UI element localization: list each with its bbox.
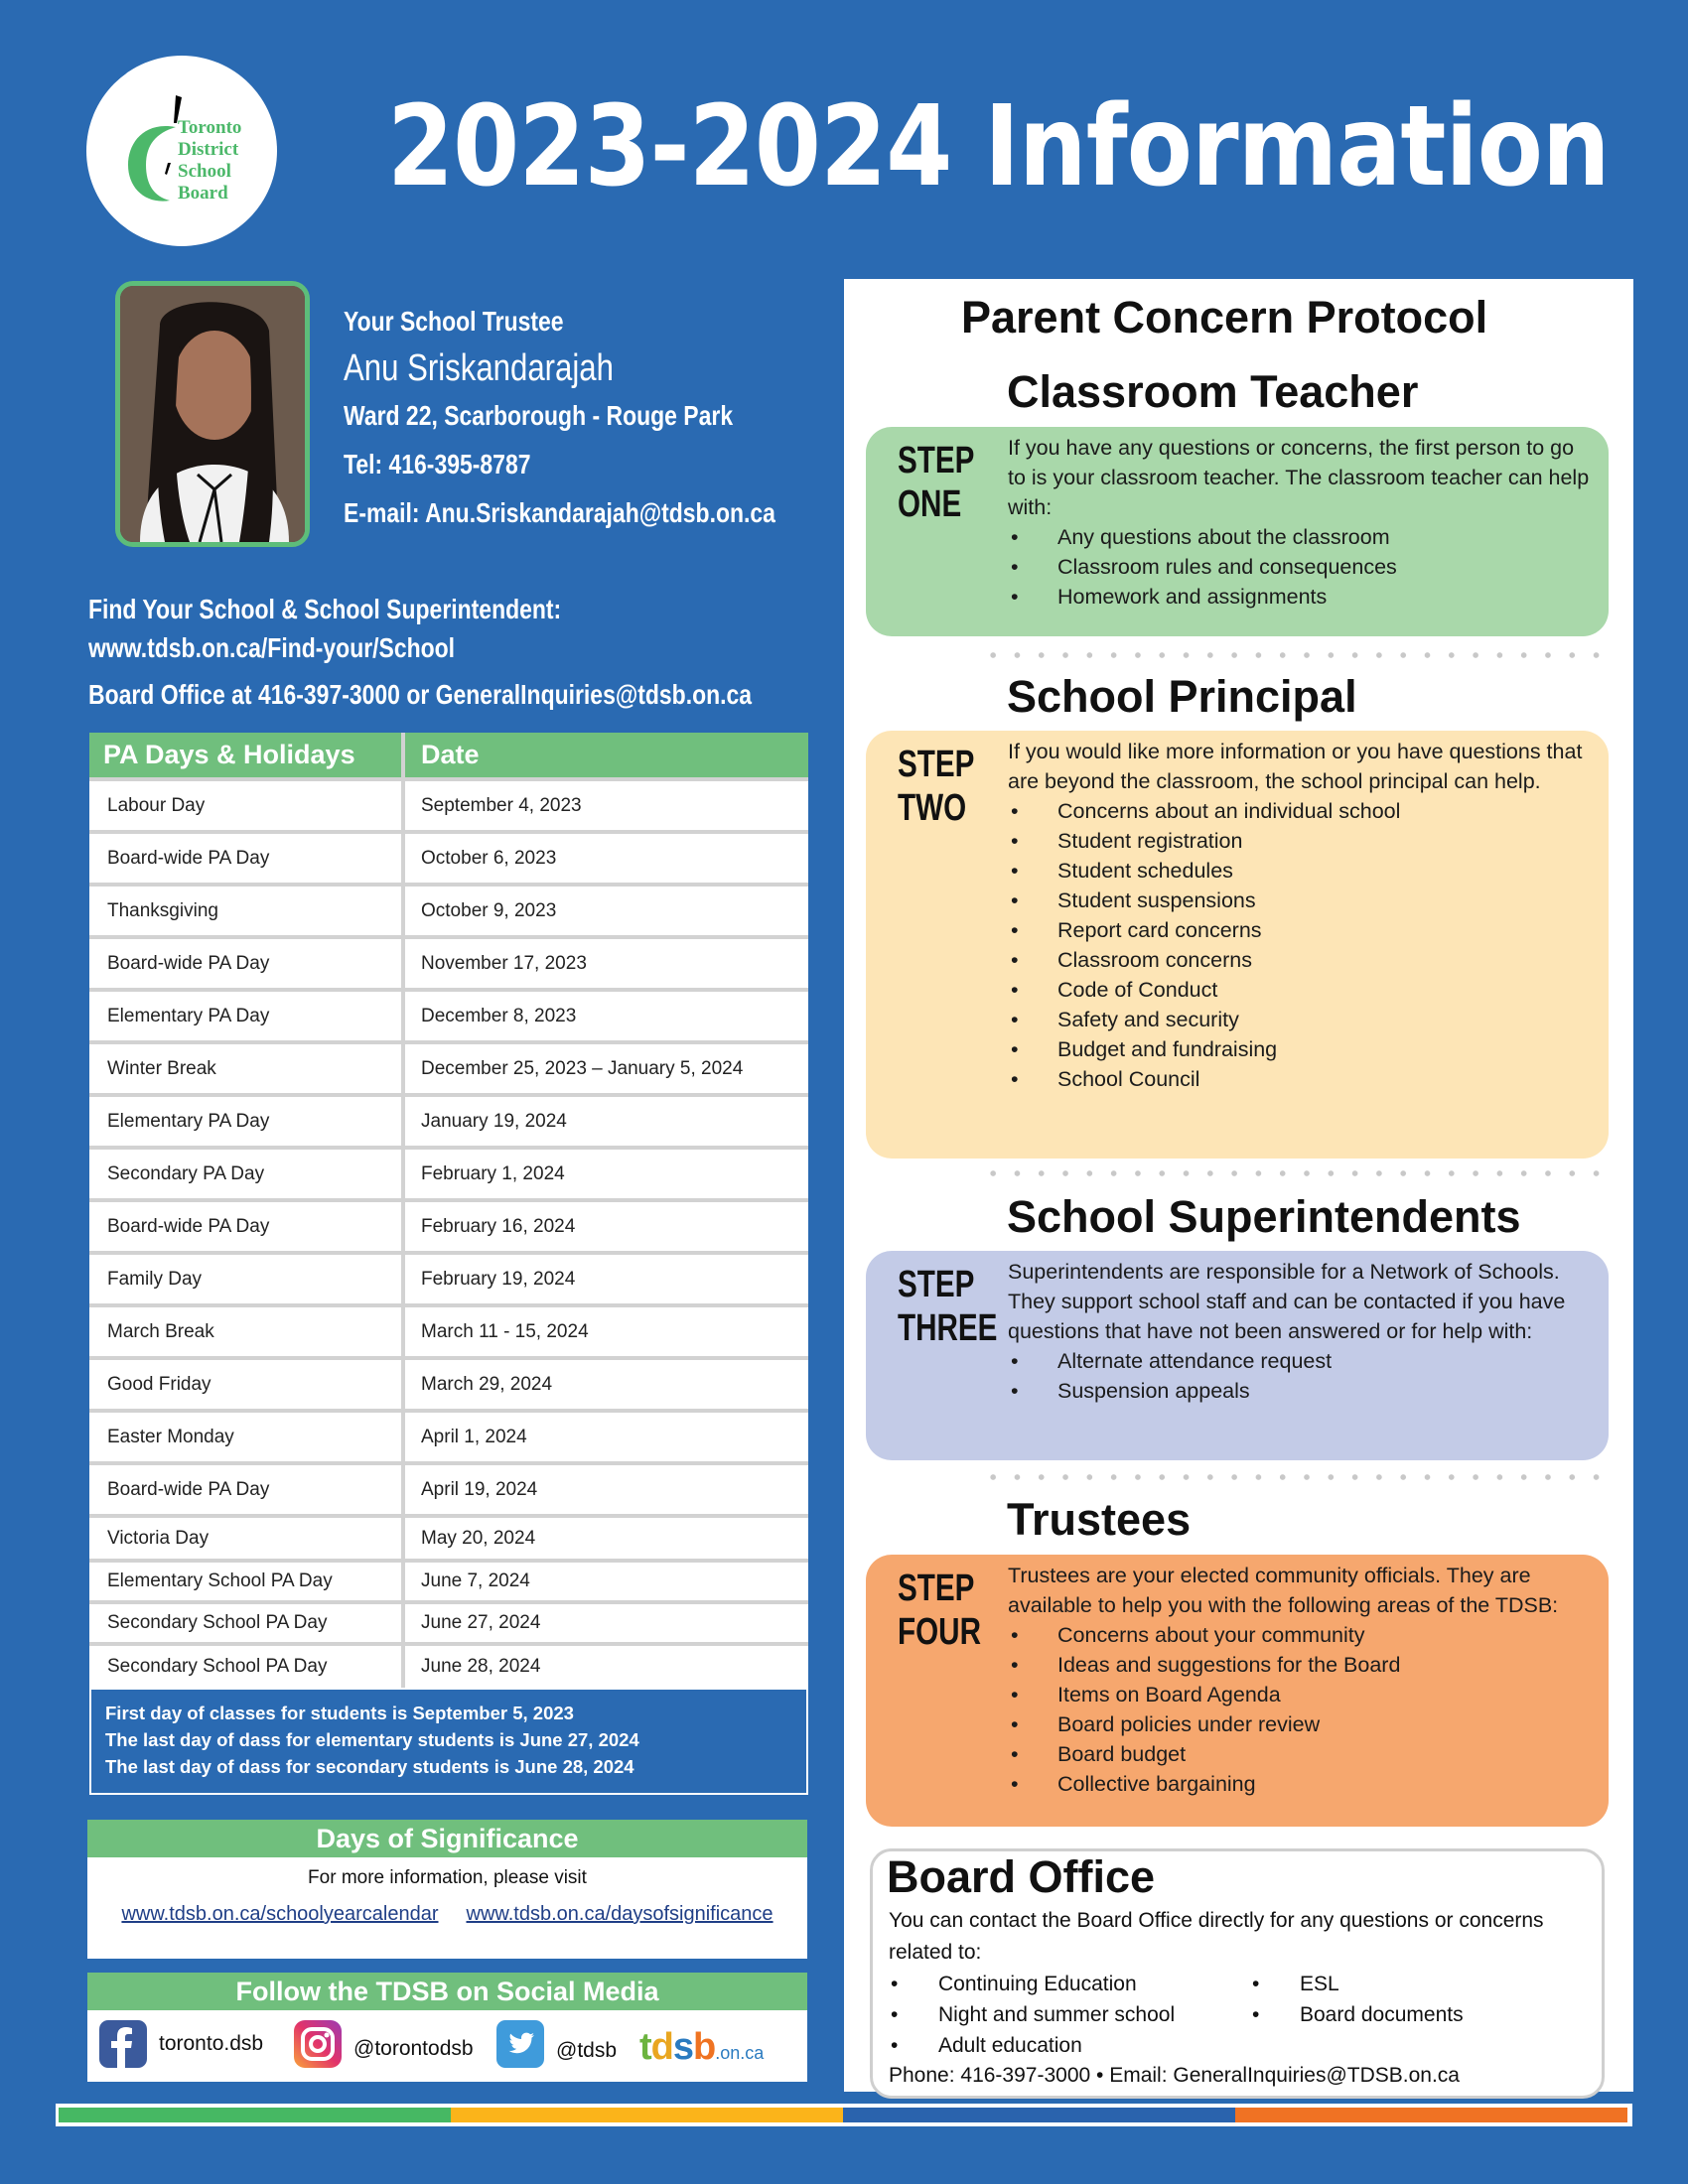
step-label <box>898 1263 997 1350</box>
event-cell: Elementary PA Day <box>89 1097 405 1146</box>
table-row <box>89 887 808 939</box>
board-office-items-right <box>1250 1969 1464 2030</box>
logo-line: District <box>178 139 239 160</box>
date-cell: September 4, 2023 <box>421 794 582 816</box>
find-school-heading-text: Find Your School & School Superintendent: <box>88 594 562 624</box>
trustee-name-text: Anu Sriskandarajah <box>344 347 614 389</box>
bullet-icon: • <box>891 2034 899 2057</box>
trustee-ward <box>344 400 818 432</box>
facebook-handle[interactable]: toronto.dsb <box>159 2032 264 2055</box>
event-cell: Easter Monday <box>89 1413 405 1461</box>
list-item: • Code of Conduct <box>1008 975 1591 1005</box>
list-item: • Report card concerns <box>1008 915 1591 945</box>
date-cell: October 9, 2023 <box>421 899 557 921</box>
list-item <box>889 1999 1175 2030</box>
step-heading: Trustees <box>1007 1494 1192 1545</box>
list-item-text: Adult education <box>938 2034 1082 2057</box>
parent-concern-protocol-panel <box>844 279 1633 2092</box>
list-item: • Collective bargaining <box>1008 1769 1591 1799</box>
bullet-icon: • <box>891 1973 899 1995</box>
step-three-box <box>866 1251 1609 1460</box>
list-item: • Ideas and suggestions for the Board <box>1008 1650 1591 1680</box>
list-item-text: Continuing Education <box>938 1973 1137 1995</box>
event-cell: Winter Break <box>89 1044 405 1093</box>
step-items <box>1008 522 1591 612</box>
dotted-divider <box>981 1474 1609 1480</box>
step-body <box>1008 737 1591 1094</box>
table-row <box>89 1360 808 1413</box>
note-line: The last day of dass for elementary students is June 27, 2024 <box>105 1729 639 1750</box>
event-cell: Victoria Day <box>89 1518 405 1559</box>
date-cell: December 8, 2023 <box>421 1005 577 1026</box>
event-cell: Secondary School PA Day <box>89 1604 405 1642</box>
list-item: • Student schedules <box>1008 856 1591 886</box>
step-label-word: STEP <box>898 744 975 785</box>
list-item: • Student registration <box>1008 826 1591 856</box>
list-item <box>889 1969 1175 1999</box>
event-cell: Board-wide PA Day <box>89 1202 405 1251</box>
footer-color-stripe <box>56 2104 1632 2126</box>
step-label-word: STEP <box>898 440 975 481</box>
board-office-items-left <box>889 1969 1175 2061</box>
bullet-icon: • <box>1252 2003 1260 2026</box>
step-items <box>1008 1346 1591 1406</box>
event-cell: Good Friday <box>89 1360 405 1409</box>
board-office-intro: You can contact the Board Office directly for any questions or concerns related to: <box>889 1909 1544 1964</box>
step-label-word: STEP <box>898 1264 975 1305</box>
step-one-box <box>866 427 1609 636</box>
list-item <box>1250 1999 1464 2030</box>
step-body <box>1008 1561 1591 1799</box>
table-row <box>89 1044 808 1097</box>
list-item: • Concerns about an individual school <box>1008 796 1591 826</box>
table-row <box>89 1307 808 1360</box>
days-of-significance-intro: For more information, please visit <box>308 1867 587 1888</box>
instagram-link[interactable] <box>294 2020 474 2068</box>
list-item: • Any questions about the classroom <box>1008 522 1591 552</box>
days-of-significance-link[interactable]: www.tdsb.on.ca/daysofsignificance <box>466 1903 774 1925</box>
step-label <box>898 1567 981 1654</box>
board-office-heading: Board Office <box>887 1851 1156 1902</box>
table-row <box>89 834 808 887</box>
list-item: • Suspension appeals <box>1008 1376 1591 1406</box>
tdsb-website-link[interactable] <box>639 2026 764 2069</box>
table-header-row <box>89 733 808 781</box>
trustee-label <box>344 306 612 338</box>
trustee-email[interactable] <box>344 497 870 529</box>
event-cell: Board-wide PA Day <box>89 1465 405 1514</box>
table-row <box>89 1150 808 1202</box>
step-label-word: STEP <box>898 1568 975 1609</box>
board-office-contact-text: Board Office at 416-397-3000 or GeneralInquiries@tdsb.on.ca <box>88 679 753 710</box>
event-cell: Board-wide PA Day <box>89 834 405 883</box>
step-label <box>898 439 974 526</box>
step-intro: Superintendents are responsible for a Network of Schools. They support school staff and can be contacted if you have questions that have not been answered or for help with: <box>1008 1260 1566 1343</box>
step-heading: School Superintendents <box>1007 1191 1521 1242</box>
date-cell: February 19, 2024 <box>421 1268 576 1290</box>
trustee-ward-text: Ward 22, Scarborough - Rouge Park <box>344 400 734 431</box>
trustee-portrait-icon <box>120 286 305 542</box>
list-item: • Student suspensions <box>1008 886 1591 915</box>
instagram-handle[interactable]: @torontodsb <box>353 2037 474 2060</box>
date-cell: December 25, 2023 – January 5, 2024 <box>421 1057 744 1079</box>
date-cell: March 29, 2024 <box>421 1373 553 1395</box>
trustee-phone-text[interactable]: Tel: 416-395-8787 <box>344 449 531 479</box>
social-media <box>87 1973 807 2082</box>
event-cell: Secondary PA Day <box>89 1150 405 1198</box>
class-dates-note <box>89 1688 808 1795</box>
step-intro: If you have any questions or concerns, the first person to go to is your classroom teacher. The classroom teacher can help with: <box>1008 436 1590 519</box>
table-row <box>89 1465 808 1518</box>
days-of-significance-heading: Days of Significance <box>87 1820 807 1857</box>
table-row <box>89 939 808 992</box>
date-cell: March 11 - 15, 2024 <box>421 1320 589 1342</box>
event-cell: Thanksgiving <box>89 887 405 935</box>
table-row <box>89 1413 808 1465</box>
board-office-contact <box>88 679 898 711</box>
date-cell: June 27, 2024 <box>421 1612 541 1633</box>
bullet-icon: • <box>891 2003 899 2026</box>
event-cell: Elementary School PA Day <box>89 1563 405 1600</box>
logo-wordmark <box>178 117 241 205</box>
list-item: • Homework and assignments <box>1008 582 1591 612</box>
event-cell: Family Day <box>89 1255 405 1303</box>
list-item: • Concerns about your community <box>1008 1620 1591 1650</box>
trustee-name <box>344 347 673 390</box>
tdsb-site-suffix: .on.ca <box>715 2043 765 2063</box>
date-cell: January 19, 2024 <box>421 1110 567 1132</box>
tdsb-logo <box>86 56 277 246</box>
step-body <box>1008 433 1591 612</box>
page-title: 2023-2024 Information <box>387 82 1610 211</box>
event-cell: Labour Day <box>89 781 405 830</box>
table-row <box>89 1563 808 1604</box>
dotted-divider <box>981 652 1609 658</box>
trustee-email-link[interactable]: E-mail: Anu.Sriskandarajah@tdsb.on.ca <box>344 497 775 528</box>
list-item: • Safety and security <box>1008 1005 1591 1034</box>
twitter-handle[interactable]: @tdsb <box>556 2039 618 2062</box>
date-cell: November 17, 2023 <box>421 952 587 974</box>
date-cell: June 28, 2024 <box>421 1656 541 1677</box>
logo-line: School <box>178 161 231 182</box>
table-row <box>89 1202 808 1255</box>
step-label-number: TWO <box>898 787 967 829</box>
list-item: • Alternate attendance request <box>1008 1346 1591 1376</box>
board-office-contact-line[interactable]: Phone: 416-397-3000 • Email: GeneralInquiries@TDSB.on.ca <box>889 2064 1460 2087</box>
step-label-number: ONE <box>898 483 962 525</box>
find-school-link[interactable]: www.tdsb.on.ca/Find-your/School <box>88 632 456 663</box>
stripe-segment <box>843 2108 1235 2122</box>
school-year-calendar-link[interactable]: www.tdsb.on.ca/schoolyearcalendar <box>121 1903 439 1925</box>
trustee-photo <box>115 281 310 547</box>
event-cell: March Break <box>89 1307 405 1356</box>
date-cell: April 19, 2024 <box>421 1478 538 1500</box>
list-item-text: Night and summer school <box>938 2003 1176 2026</box>
table-row <box>89 1097 808 1150</box>
social-media-heading: Follow the TDSB on Social Media <box>87 1973 807 2010</box>
step-items <box>1008 1620 1591 1799</box>
list-item: • School Council <box>1008 1064 1591 1094</box>
twitter-icon <box>496 2020 544 2068</box>
list-item: • Budget and fundraising <box>1008 1034 1591 1064</box>
table-body <box>89 781 808 1688</box>
event-cell: Elementary PA Day <box>89 992 405 1040</box>
find-school-heading <box>88 594 665 625</box>
facebook-link[interactable] <box>99 2020 263 2068</box>
step-two-box <box>866 731 1609 1159</box>
step-items <box>1008 796 1591 1094</box>
list-item: • Board policies under review <box>1008 1709 1591 1739</box>
table-row <box>89 1604 808 1646</box>
tdsb-site-logo: tdsb <box>639 2026 716 2068</box>
list-item: • Items on Board Agenda <box>1008 1680 1591 1709</box>
logo-line: Toronto <box>178 117 242 138</box>
list-item: • Classroom concerns <box>1008 945 1591 975</box>
date-cell: October 6, 2023 <box>421 847 557 869</box>
date-cell: February 1, 2024 <box>421 1162 565 1184</box>
trustee-label-text: Your School Trustee <box>344 306 564 337</box>
dotted-divider <box>981 1170 1609 1176</box>
days-of-significance <box>87 1820 807 1959</box>
list-item <box>889 2030 1175 2061</box>
note-line: The last day of dass for secondary students is June 28, 2024 <box>105 1756 634 1777</box>
step-heading: Classroom Teacher <box>1007 366 1419 417</box>
event-cell: Board-wide PA Day <box>89 939 405 988</box>
find-school-url[interactable] <box>88 632 535 664</box>
logo-line: Board <box>178 183 228 204</box>
table-row <box>89 781 808 834</box>
pa-days-table <box>89 733 808 1688</box>
column-header-date: Date <box>421 740 480 769</box>
board-office-box <box>870 1848 1605 2099</box>
date-cell: May 20, 2024 <box>421 1527 536 1549</box>
list-item <box>1250 1969 1464 1999</box>
stripe-segment <box>451 2108 843 2122</box>
facebook-icon <box>99 2020 147 2068</box>
step-intro: Trustees are your elected community officials. They are available to help you with the following areas of the TDSB: <box>1008 1564 1559 1617</box>
trustee-phone[interactable] <box>344 449 572 480</box>
note-line: First day of classes for students is September 5, 2023 <box>105 1703 574 1723</box>
table-row <box>89 1255 808 1307</box>
protocol-title: Parent Concern Protocol <box>961 292 1488 342</box>
table-row <box>89 1646 808 1688</box>
table-row <box>89 992 808 1044</box>
list-item: • Classroom rules and consequences <box>1008 552 1591 582</box>
column-header-event: PA Days & Holidays <box>89 733 405 777</box>
list-item: • Board budget <box>1008 1739 1591 1769</box>
step-body <box>1008 1257 1591 1406</box>
step-four-box <box>866 1555 1609 1827</box>
table-row <box>89 1518 808 1563</box>
step-label-number: THREE <box>898 1307 998 1349</box>
event-cell: Secondary School PA Day <box>89 1646 405 1688</box>
twitter-link[interactable] <box>496 2020 617 2068</box>
date-cell: February 16, 2024 <box>421 1215 576 1237</box>
instagram-icon <box>294 2020 342 2068</box>
step-label-number: FOUR <box>898 1611 981 1653</box>
list-item-text: ESL <box>1300 1973 1339 1995</box>
step-label <box>898 743 974 830</box>
stripe-segment <box>1235 2108 1627 2122</box>
step-heading: School Principal <box>1007 671 1357 722</box>
list-item-text: Board documents <box>1300 2003 1464 2026</box>
date-cell: June 7, 2024 <box>421 1570 530 1591</box>
step-intro: If you would like more information or you have questions that are beyond the classroom, the school principal can help. <box>1008 740 1583 793</box>
date-cell: April 1, 2024 <box>421 1426 527 1447</box>
bullet-icon: • <box>1252 1973 1260 1995</box>
stripe-segment <box>59 2108 451 2122</box>
